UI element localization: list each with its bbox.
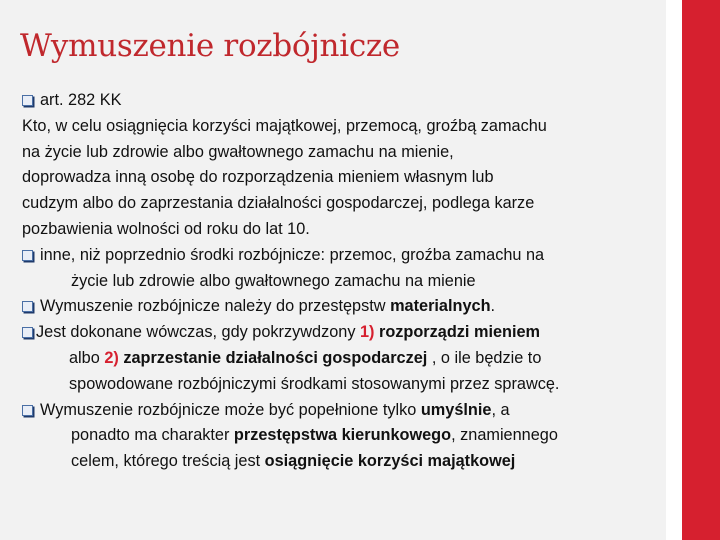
article-text-line: cudzym albo do zaprzestania działalności gospodarczej, podlega karze	[22, 194, 535, 213]
intent-text-line	[22, 449, 662, 475]
square-bullet-icon	[22, 95, 33, 106]
bullet-item-intent	[22, 398, 662, 424]
number-two: 2)	[104, 348, 119, 367]
accent-bar	[682, 0, 720, 540]
completion-text: albo	[69, 348, 105, 367]
completion-text: Jest dokonane wówczas, gdy pokrzywdzony	[36, 323, 360, 342]
article-text-line: Kto, w celu osiągnięcia korzyści majątkowej, przemocą, groźbą zamachu	[22, 116, 547, 135]
completion-bold-1: rozporządzi mieniem	[374, 323, 541, 342]
intent-bold: przestępstwa kierunkowego	[233, 426, 452, 445]
square-bullet-icon	[22, 327, 33, 338]
article-text-line: doprowadza inną osobę do rozporządzenia mieniem własnym lub	[22, 168, 494, 187]
means-text-line: życie lub zdrowie albo gwałtownego zamachu na mienie	[71, 271, 476, 290]
intent-text: celem, którego treścią jest	[71, 452, 265, 471]
material-end: .	[490, 297, 496, 316]
intent-text: , a	[491, 400, 510, 419]
square-bullet-icon	[22, 301, 33, 312]
square-bullet-icon	[22, 250, 33, 261]
completion-text: , o ile będzie to	[427, 348, 542, 367]
material-text: Wymuszenie rozbójnicze należy do przestępstw	[40, 297, 391, 316]
completion-text-line: spowodowane rozbójniczymi środkami stosowanymi przez sprawcę.	[69, 374, 560, 393]
bullet-item-article	[22, 88, 662, 114]
slide-title: Wymuszenie rozbójnicze	[20, 28, 400, 64]
bullet-item-means	[22, 243, 662, 269]
intent-text: ponadto ma charakter	[71, 426, 234, 445]
bullet-item-material	[22, 294, 662, 320]
square-bullet-icon	[22, 405, 33, 416]
material-bold: materialnych	[390, 297, 491, 316]
article-text-line: pozbawienia wolności od roku do lat 10.	[22, 219, 310, 238]
intent-bold: osiągnięcie korzyści majątkowej	[264, 452, 516, 471]
intent-bold: umyślnie	[420, 400, 492, 419]
number-one: 1)	[359, 323, 375, 342]
article-text-line: na życie lub zdrowie albo gwałtownego zamachu na mienie,	[22, 142, 454, 161]
means-text-line: inne, niż poprzednio środki rozbójnicze: przemoc, groźba zamachu na	[40, 245, 545, 264]
intent-text: Wymuszenie rozbójnicze może być popełnione tylko	[40, 400, 421, 419]
bullet-item-completion	[22, 320, 662, 346]
intent-text-line	[22, 423, 662, 449]
completion-bold-2: zaprzestanie działalności gospodarczej	[118, 348, 428, 367]
slide-body	[22, 88, 662, 475]
article-label: art. 282 KK	[40, 91, 122, 109]
completion-text-line	[22, 346, 662, 372]
intent-text: , znamiennego	[451, 426, 558, 445]
